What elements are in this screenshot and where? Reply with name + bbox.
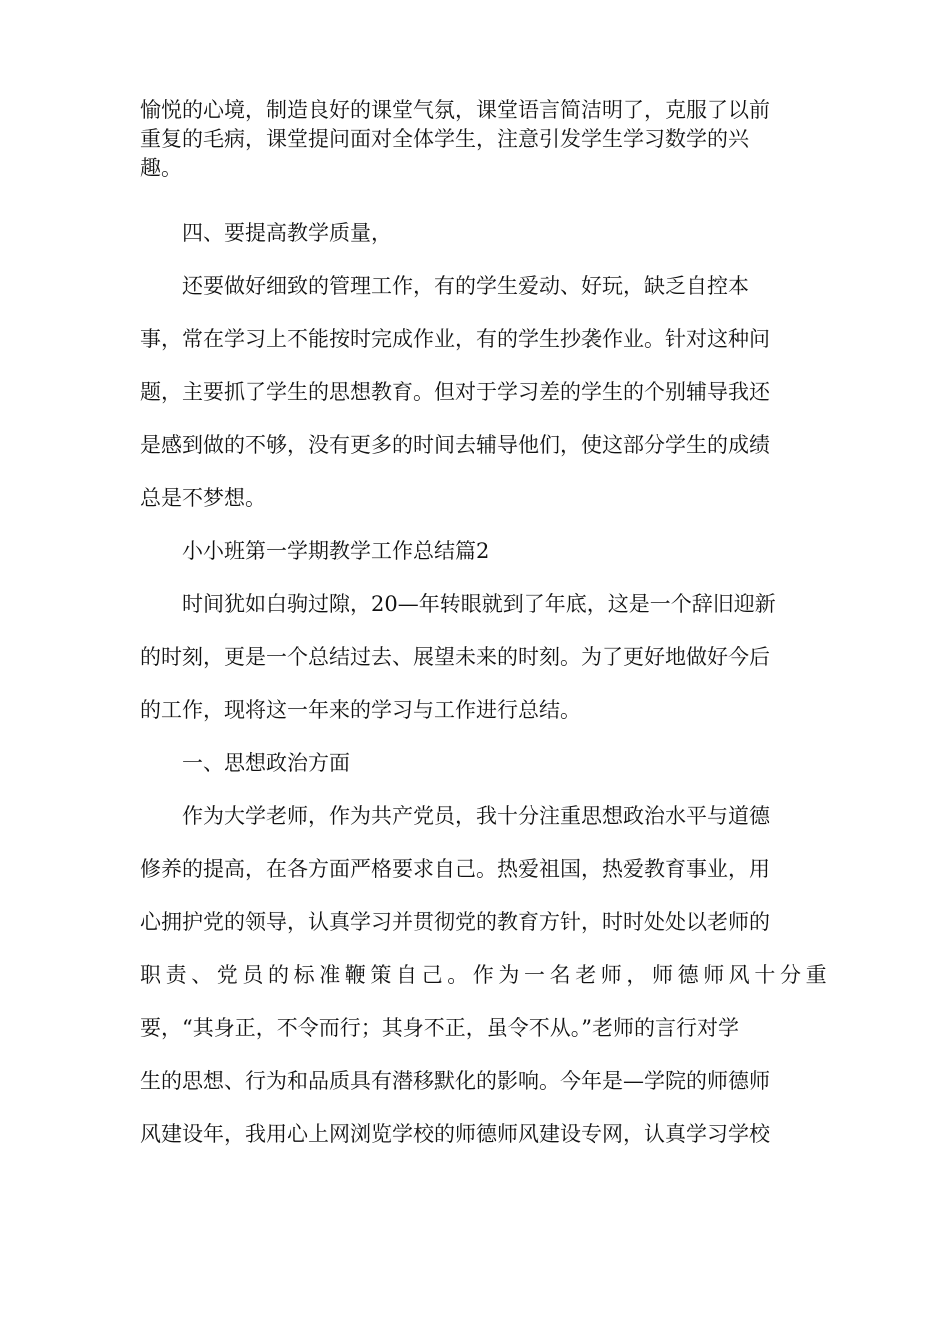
text-line: 重复的毛病，课堂提问面对全体学生，注意引发学生学习数学的兴 — [140, 127, 749, 151]
text-line: 职责、党员的标准鞭策自己。作为一名老师，师德师风十分重 — [140, 963, 832, 987]
paragraph-intro — [140, 578, 830, 737]
text-line: 作为大学老师，作为共产党员，我十分注重思想政治水平与道德 — [182, 804, 770, 828]
text-line: 总是不梦想。 — [140, 486, 266, 510]
section-heading-four — [140, 207, 830, 260]
text-line: 事，常在学习上不能按时完成作业，有的学生抄袭作业。针对这种问 — [140, 327, 770, 351]
text-line: 生的思想、行为和品质具有潜移默化的影响。今年是—学院的师德师 — [140, 1069, 770, 1093]
text-line: 修养的提高，在各方面严格要求自己。热爱祖国，热爱教育事业，用 — [140, 857, 770, 881]
document-body — [140, 96, 830, 1161]
text-line: 的工作，现将这一年来的学习与工作进行总结。 — [140, 698, 581, 722]
text-line: 是感到做的不够，没有更多的时间去辅导他们，使这部分学生的成绩 — [140, 433, 770, 457]
text-line: 趣。 — [140, 156, 182, 180]
text-line: 的时刻，更是一个总结过去、展望未来的时刻。为了更好地做好今后 — [140, 645, 770, 669]
text-line: 风建设年，我用心上网浏览学校的师德师风建设专网，认真学习学校 — [140, 1122, 770, 1146]
text-line: 题，主要抓了学生的思想教育。但对于学习差的学生的个别辅导我还 — [140, 380, 770, 404]
section-heading-one — [140, 737, 830, 790]
text-line: 要，“其身正，不令而行；其身不正，虽令不从。”老师的言行对学 — [140, 1016, 739, 1040]
article-title — [140, 525, 830, 578]
text-line: 愉悦的心境，制造良好的课堂气氛，课堂语言简洁明了，克服了以前 — [140, 98, 770, 122]
text-line: 还要做好细致的管理工作，有的学生爱动、好玩，缺乏自控本 — [182, 274, 749, 298]
paragraph-management — [140, 260, 830, 525]
paragraph-political — [140, 790, 830, 1161]
text-line: 一、思想政治方面 — [182, 751, 350, 775]
paragraph-continuation — [140, 96, 830, 183]
text-line: 时间犹如白驹过隙，20—年转眼就到了年底，这是一个辞旧迎新 — [182, 592, 776, 616]
text-line: 心拥护党的领导，认真学习并贯彻党的教育方针，时时处处以老师的 — [140, 910, 770, 934]
text-line: 四、要提高教学质量， — [182, 221, 392, 245]
text-line: 小小班第一学期教学工作总结篇2 — [182, 539, 490, 563]
